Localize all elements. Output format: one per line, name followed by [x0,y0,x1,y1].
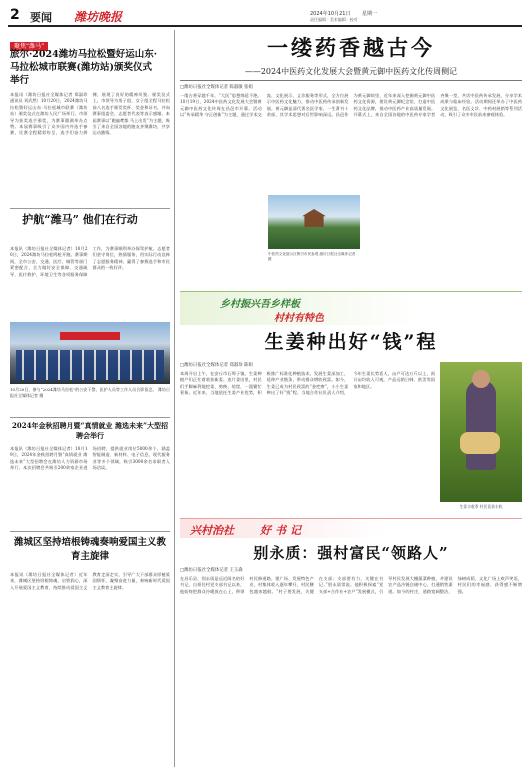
xingcun-banner-label: 兴村治社 [190,524,234,537]
xingcun-banner-sub: 好书记 [260,524,305,537]
leader-story-body: 在昌乐县，别永质是远近闻名的好书记。自担任村党支部书记以来，他始终把群众冷暖放在心上，带领村民修道路、建广场、发展特色产业，村集体收入逐年攀升，村民腰包越来越鼓。“村子要发展，关键在支部；支部要有力，关键在书记。”别永质常说。他积极探索“党支部+合作社+农户”发展模式，引导村民发展大棚蔬菜种植，并建设农产品冷链仓储中心，打通销售渠道。如今的村庄，道路宽阔整洁，绿树成荫，文化广场上欢声笑语，村民们的幸福感、获得感不断增强。 [180,576,522,594]
page-number: 2 [10,7,20,23]
story1-divider [10,208,170,209]
section-name: 要闻 [30,11,52,24]
main-story-byline: □潍坊日报社全媒体记者 陈淑敏 张娟 [180,85,253,90]
team-photo-caption: 10月20日，参与“2024潍坊马拉松”的公安干警、医护人员等工作人员合影留念。 潍坊日报社全媒体记者 摄 [10,387,170,399]
money-story-byline: □潍坊日报社全媒体记者 郑淑珍 陈娟 [180,363,253,368]
farmer-head [472,370,490,388]
story4-title: 潍城区坚持培根铸魂奏响爱国主义教育主旋律 [13,537,166,562]
scenery-photo [268,195,360,249]
section-tag-label: 聚焦“潍马” [10,42,48,51]
xingcun-banner [180,518,522,538]
issue-date: 2024年10月21日 [310,11,351,17]
story1-body: 本报讯（潍坊日报社全媒体记者 郑淑珍 通讯员 刘武然）10月20日，2024潍坊马拉松暨好运山东·马拉松城市联赛（潍坊站）颁奖仪式在潍坊人民广场举行。市领导为获奖选手颁奖，为赛事圆满举办点赞。本届赛事吸引了众多国内外选手参赛，比赛全程精彩纷呈，选手们奋力拼搏，展现了良好的精神风貌。颁奖仪式上，市领导为男子组、女子组全程马拉松前八名选手颁发奖杯、奖金和证书，并向赛事组委会、志愿者代表等表示感谢。本届赛事以“跑遍鸢都 马上出发”为主题，吸引了来自全国各地的跑友齐聚潍坊，共享运动激情。 [10,92,170,136]
scenery-pavilion [302,209,326,227]
paper-logo: 潍坊晚报 [74,10,123,24]
story3-divider [10,417,170,418]
leader-story-title: 别永质：强村富民“领路人” [253,544,449,562]
story4-body: 本报讯（潍坊日报社全媒体记者）近年来，潍城区坚持培根铸魂、启智润心，深入开展爱国主义教育，持续推动爱国主义教育走深走实，引导广大干部群众厚植爱国情怀，凝聚奋进力量，奏响新时代爱国主义教育主旋律。 [10,572,170,590]
leader-story-byline: □潍坊日报社全媒体记者 王玉森 [180,568,243,573]
rural-banner-label: 乡村振兴吾乡样板 [220,299,300,310]
team-row [16,350,164,380]
story1-title: 旅尔·2024潍坊马拉松暨好运山东·马拉松城市联赛(潍坊站)颁奖仪式举行 [10,49,158,86]
main-story-subtitle: ——2024中医药文化发展大会暨黄元御中医药文化传周侧记 [244,67,458,76]
money-story-body: 本周开启上午，在安丘市石埠子镇，生姜种植户们正忙着收获新姜。连片姜田里，村民们手脚麻利地挖姜、剪秧、装筐，一派繁忙景象。近年来，当地依托生姜产业优势，积极推广标准化种植技术，发展生姜深加工，延伸产业链条，带动群众增收致富。如今，生姜已成为村民致富的“金疙瘩”，小小生姜种出了好“钱”程。当地合作社负责人介绍，今年生姜长势喜人，亩产可达万斤以上，预计亩均收入可观，产品远销日韩、欧美等国家和地区。 [180,371,435,396]
farmer-figure [466,380,496,470]
story2-title: 护航“潍马” 他们在行动 [22,213,138,226]
team-photo [10,322,170,384]
farmer-caption: 生姜丰收季 村民喜获丰收 [459,504,503,509]
farmer-photo [440,362,522,502]
story2-body: 本报讯（潍坊日报社全媒体记者）10月20日，2024潍坊马拉松鸣枪开跑。赛事期间，全市公安、交通、医疗、城管等部门紧密配合，全力做好安全保障、交通疏导、医疗救护、环境卫生等各项服务保障工作，为赛事顺利举办保驾护航。志愿者们坚守岗位，热情服务，用实际行动诠释了志愿服务精神，赢得了参赛选手和市民群众的一致好评。 [10,246,170,277]
main-story-rule [180,80,522,81]
ginger-bundle [460,432,500,454]
issue-weekday: 星期一 [362,11,378,17]
scenery-caption: 中医药文化展示区吸引市民参观 潍坊日报社全媒体记者 摄 [268,252,356,261]
masthead-rule [8,25,522,27]
masthead [10,7,522,25]
story3-title: 2024年金秋招聘月暨“真情就业 潍选未来”大型招聘会举行 [12,421,168,440]
rural-banner [180,291,522,325]
main-story-body: 一缕古香穿越千年，“大医”思想绵延不绝。10月19日，2024中医药文化发展大会暨黄元御中医药文化传周在昌邑市开幕。活动以“传承精华 守正创新”为主题，通过学术交流、文化展示、义诊服务等形式，全方位展示中医药文化魅力，推动中医药传承创新发展。黄元御是清代著名医学家，一生著书十余部，其学术思想对后世影响深远。昌邑作为黄元御故里，近年来深入挖掘黄元御中医药文化资源，建设黄元御纪念馆，打造中医药文化品牌，推动中医药产业高质量发展。开幕式上，来自全国各地的中医药专家学者齐聚一堂，共话中医药传承发展，分享学术成果与临床经验。活动期间还举办了中医药文化展览、名医义诊、中药材展销等系列活动，吸引了众多市民前来参观体验。 [180,93,522,118]
editor-line: 责任编辑 · 美术编辑 · 校对 [310,17,358,22]
story3-body: 本报讯（潍坊日报社全媒体记者）10月19日，2024年金秋招聘月暨“真情就业 潍选未来”大型招聘会在潍坊人力资源市场举行。本次招聘会共吸引200余家企业进场招聘，提供就业岗位5000余个，涵盖智能制造、新材料、电子信息、现代服务业等多个领域，吸引3000余名求职者入场洽谈。 [10,446,170,471]
main-story-title: 一缕药香越古今 [267,35,435,60]
rural-banner-sub: 村村有特色 [274,313,324,324]
money-story-title: 生姜种出好“钱”程 [264,331,438,353]
team-banner [60,332,120,340]
left-column-rule [174,30,175,767]
story4-divider [10,531,170,532]
